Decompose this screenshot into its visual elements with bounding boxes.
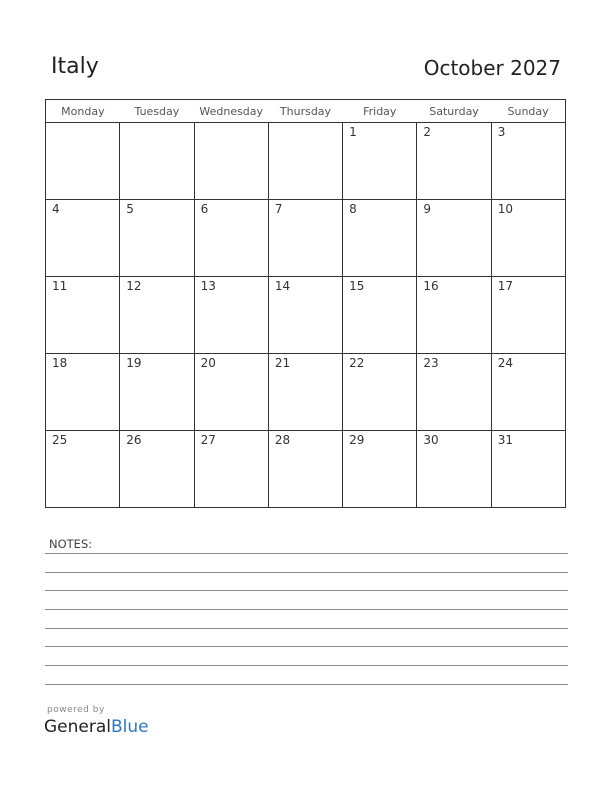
day-number: 31 bbox=[497, 433, 513, 447]
day-cell bbox=[268, 200, 342, 277]
day-number: 21 bbox=[274, 356, 291, 370]
day-cell bbox=[120, 277, 194, 354]
weekday-header: Sunday bbox=[491, 100, 565, 123]
brand-part-blue: Blue bbox=[111, 717, 149, 737]
day-cell bbox=[491, 123, 565, 200]
day-number: 19 bbox=[126, 356, 142, 370]
note-line bbox=[45, 609, 568, 610]
day-number: 25 bbox=[52, 433, 68, 447]
day-cell bbox=[417, 354, 491, 431]
day-cell bbox=[491, 277, 565, 354]
weekday-header: Tuesday bbox=[120, 100, 194, 123]
day-cell bbox=[46, 200, 120, 277]
day-number bbox=[195, 123, 268, 125]
day-cell bbox=[343, 277, 417, 354]
day-number: 20 bbox=[200, 356, 216, 370]
day-number: 7 bbox=[274, 202, 283, 216]
day-cell bbox=[120, 123, 194, 200]
month-year-title: October 2027 bbox=[423, 56, 561, 80]
day-number: 13 bbox=[200, 279, 216, 293]
day-cell bbox=[417, 431, 491, 508]
day-number: 1 bbox=[349, 125, 357, 139]
calendar-grid bbox=[45, 99, 566, 508]
day-number: 8 bbox=[349, 202, 357, 216]
day-cell bbox=[46, 123, 120, 200]
weekday-header: Friday bbox=[343, 100, 417, 123]
note-line bbox=[45, 665, 568, 666]
note-line bbox=[45, 646, 568, 647]
day-number: 22 bbox=[349, 356, 365, 370]
day-number: 5 bbox=[126, 202, 134, 216]
day-number: 16 bbox=[423, 279, 439, 293]
weekday-header: Wednesday bbox=[194, 100, 268, 123]
day-cell bbox=[343, 431, 417, 508]
note-line bbox=[45, 553, 568, 554]
note-line bbox=[45, 684, 568, 685]
day-cell bbox=[194, 123, 268, 200]
day-number bbox=[46, 123, 119, 125]
weekday-header: Thursday bbox=[268, 100, 342, 123]
day-cell bbox=[343, 354, 417, 431]
day-cell bbox=[120, 431, 194, 508]
day-number: 17 bbox=[497, 279, 513, 293]
day-cell bbox=[417, 123, 491, 200]
day-cell bbox=[194, 431, 268, 508]
day-cell bbox=[194, 354, 268, 431]
day-number: 4 bbox=[52, 202, 60, 216]
day-number: 27 bbox=[200, 433, 216, 447]
day-cell bbox=[46, 277, 120, 354]
day-number bbox=[269, 123, 342, 125]
day-cell bbox=[46, 354, 120, 431]
day-cell bbox=[491, 431, 565, 508]
day-cell bbox=[120, 354, 194, 431]
day-number: 10 bbox=[497, 202, 513, 216]
day-number: 2 bbox=[423, 125, 432, 139]
powered-by-text: powered by bbox=[47, 705, 105, 715]
weekday-header: Monday bbox=[46, 100, 120, 123]
day-number: 26 bbox=[126, 433, 142, 447]
brand-part-general: General bbox=[44, 717, 111, 737]
notes-label: NOTES: bbox=[49, 537, 93, 551]
day-cell bbox=[120, 200, 194, 277]
generalblue-logo bbox=[44, 717, 149, 737]
note-line bbox=[45, 590, 568, 591]
week-row bbox=[46, 123, 566, 200]
day-cell bbox=[417, 277, 491, 354]
day-cell bbox=[491, 200, 565, 277]
day-number: 12 bbox=[126, 279, 142, 293]
day-cell bbox=[194, 277, 268, 354]
day-number: 24 bbox=[497, 356, 513, 370]
day-number: 23 bbox=[423, 356, 439, 370]
day-number: 6 bbox=[200, 202, 209, 216]
day-cell bbox=[194, 200, 268, 277]
week-row bbox=[46, 200, 566, 277]
day-cell bbox=[268, 123, 342, 200]
weekday-header-row bbox=[46, 100, 566, 123]
day-number: 28 bbox=[274, 433, 291, 447]
day-cell bbox=[417, 200, 491, 277]
day-cell bbox=[343, 123, 417, 200]
day-number: 14 bbox=[274, 279, 291, 293]
note-line bbox=[45, 572, 568, 573]
day-number: 30 bbox=[423, 433, 439, 447]
day-number: 9 bbox=[423, 202, 432, 216]
day-cell bbox=[343, 200, 417, 277]
day-number: 29 bbox=[349, 433, 365, 447]
day-cell bbox=[491, 354, 565, 431]
weekday-header: Saturday bbox=[417, 100, 491, 123]
week-row bbox=[46, 354, 566, 431]
day-cell bbox=[268, 354, 342, 431]
day-cell bbox=[46, 431, 120, 508]
note-line bbox=[45, 628, 568, 629]
country-title: Italy bbox=[51, 54, 99, 79]
day-number: 15 bbox=[349, 279, 365, 293]
day-cell bbox=[268, 277, 342, 354]
day-number bbox=[120, 123, 193, 125]
day-number: 3 bbox=[497, 125, 506, 139]
day-cell bbox=[268, 431, 342, 508]
week-row bbox=[46, 277, 566, 354]
day-number: 11 bbox=[52, 279, 68, 293]
day-number: 18 bbox=[52, 356, 68, 370]
week-row bbox=[46, 431, 566, 508]
